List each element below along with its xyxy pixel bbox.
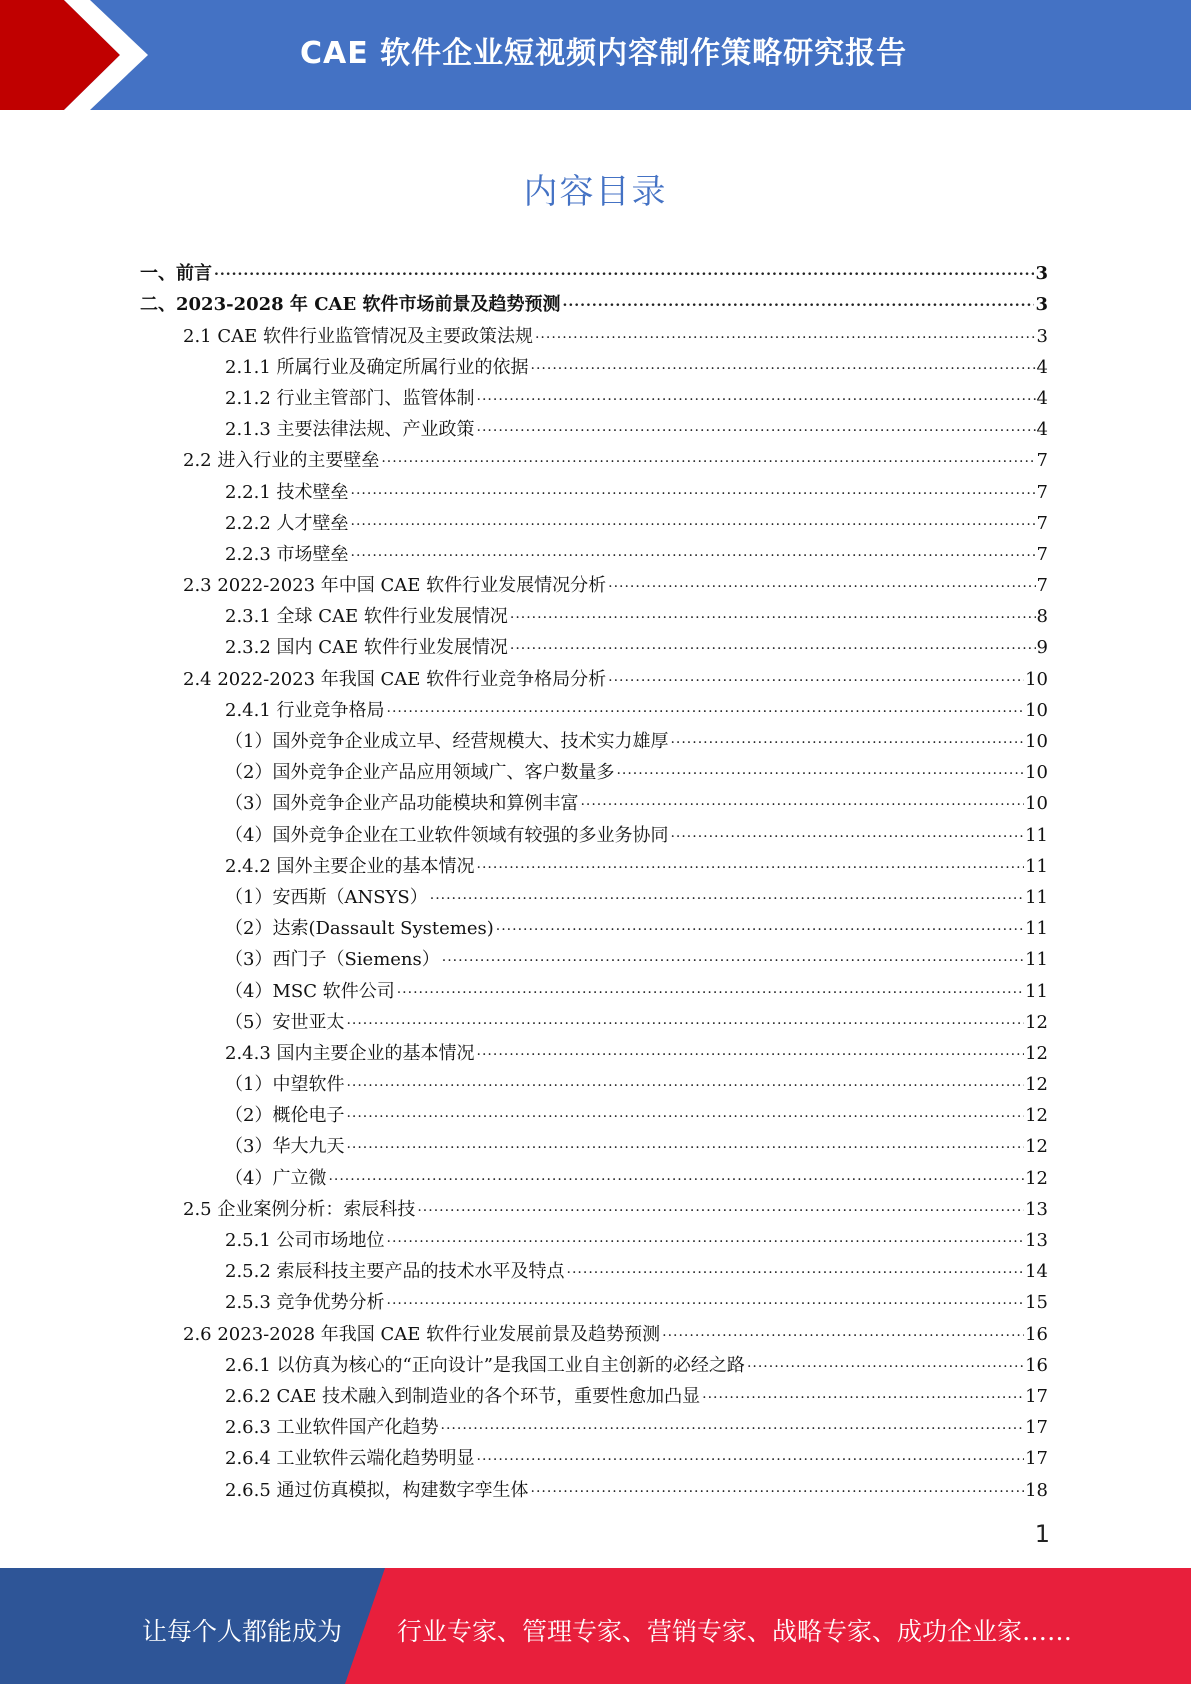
toc-entry-label: 2.5 企业案例分析：索辰科技 [183,1198,416,1220]
toc-dot-leader [351,541,1036,563]
page-header [0,0,1191,110]
page-footer [0,1568,1191,1684]
toc-entry-label: 2.6.2 CAE 技术融入到制造业的各个环节，重要性愈加凸显 [225,1385,701,1407]
toc-entry-label: 2.6.3 工业软件国产化趋势 [225,1417,439,1439]
toc-title: 内容目录 [523,172,668,212]
toc-entry-page: 4 [1036,419,1048,441]
toc-dot-leader [535,323,1036,345]
toc-entry-label: 2.1.3 主要法律法规、产业政策 [225,419,475,441]
toc-entry[interactable] [140,1127,1048,1158]
toc-entry[interactable] [140,472,1048,503]
toc-entry[interactable] [140,504,1048,535]
toc-entry-label: （5）安世亚太 [225,1011,345,1033]
toc-entry-page: 9 [1036,637,1048,659]
page-number: 1 [1034,1520,1050,1548]
toc-dot-leader [387,1289,1025,1311]
toc-dot-leader [670,822,1024,844]
toc-entry-label: （4）广立微 [225,1167,327,1189]
toc-entry[interactable] [140,316,1048,347]
toc-entry-label: 2.3 2022-2023 年中国 CAE 软件行业发展情况分析 [183,575,607,597]
toc-entry-page: 3 [1035,263,1048,285]
toc-entry-label: 2.5.1 公司市场地位 [225,1230,385,1251]
toc-dot-leader [670,728,1024,750]
toc-entry[interactable] [140,1065,1048,1096]
toc-dot-leader [747,1352,1024,1374]
toc-entry[interactable] [140,1003,1048,1034]
toc-entry-page: 10 [1025,731,1048,752]
toc-entry[interactable] [140,784,1048,815]
toc-entry-label: 2.1.2 行业主管部门、监管体制 [225,387,475,409]
toc-entry-label: （2）国外竞争企业产品应用领域广、客户数量多 [225,762,615,784]
toc-entry-label: 一、前言 [140,263,212,285]
toc-entry-page: 3 [1036,325,1048,347]
footer-slogan-left: 让每个人都能成为 [142,1617,343,1646]
toc-dot-leader [477,1445,1025,1467]
toc-dot-leader [346,1102,1024,1124]
toc-entry-page: 16 [1025,1323,1048,1345]
toc-entry-label: （3）西门子（Siemens） [225,949,440,971]
toc-entry-label: 2.4.3 国内主要企业的基本情况 [225,1042,475,1064]
toc-entry-page: 14 [1025,1261,1048,1283]
toc-entry-page: 16 [1025,1354,1048,1376]
toc-entry[interactable] [140,1096,1048,1127]
toc-dot-leader [531,1477,1025,1499]
toc-entry-page: 12 [1025,1136,1048,1158]
toc-entry[interactable] [140,1283,1048,1314]
toc-dot-leader [381,447,1035,469]
toc-entry[interactable] [140,1439,1048,1470]
toc-entry-page: 10 [1025,699,1048,721]
toc-entry-page: 7 [1036,512,1048,534]
toc-dot-leader [346,1133,1024,1155]
toc-entry-label: （3）华大九天 [225,1136,345,1158]
toc-dot-leader [328,1165,1024,1187]
toc-entry-label: 2.1.1 所属行业及确定所属行业的依据 [225,356,529,378]
toc-entry-page: 7 [1036,543,1048,565]
toc-entry-label: 2.6 2023-2028 年我国 CAE 软件行业发展前景及趋势预测 [183,1323,661,1345]
toc-entry-page: 7 [1036,575,1048,597]
toc-entry[interactable] [140,1470,1048,1501]
toc-entry[interactable] [140,1252,1048,1283]
toc-entry-page: 17 [1025,1448,1048,1470]
report-title: CAE 软件企业短视频内容制作策略研究报告 [300,36,908,71]
toc-dot-leader [510,634,1036,656]
toc-dot-leader [351,479,1036,501]
toc-entry-label: （2）概伦电子 [225,1105,345,1127]
toc-entry-label: 2.2.1 技术壁垒 [225,481,349,503]
toc-entry-page: 13 [1025,1230,1048,1251]
toc-entry[interactable] [140,878,1048,909]
toc-entry-label: 2.6.4 工业软件云端化趋势明显 [225,1448,475,1470]
toc-entry-page: 10 [1025,793,1048,815]
toc-entry[interactable] [140,410,1048,441]
toc-entry-label: 2.3.2 国内 CAE 软件行业发展情况 [225,637,508,659]
toc-entry-page: 4 [1036,356,1048,378]
toc-entry-label: （3）国外竞争企业产品功能模块和算例丰富 [225,793,579,815]
toc-entry-label: 2.5.2 索辰科技主要产品的技术水平及特点 [225,1261,565,1283]
toc-dot-leader [477,385,1036,407]
toc-entry-page: 18 [1025,1479,1048,1501]
toc-entry-label: 2.4 2022-2023 年我国 CAE 软件行业竞争格局分析 [183,668,607,690]
toc-dot-leader [397,978,1024,1000]
toc-dot-leader [580,790,1024,812]
toc-entry-page: 7 [1036,450,1048,472]
toc-entry-page: 12 [1025,1011,1048,1033]
toc-dot-leader [608,572,1035,594]
toc-dot-leader [510,603,1036,625]
toc-dot-leader [567,1258,1025,1280]
toc-entry[interactable] [140,1408,1048,1439]
toc-dot-leader [477,416,1036,438]
toc-dot-leader [477,1040,1025,1062]
toc-entry[interactable] [140,1190,1048,1221]
toc-entry-page: 17 [1025,1385,1048,1407]
toc-entry-page: 12 [1025,1167,1048,1189]
toc-entry[interactable] [140,1158,1048,1189]
toc-dot-leader [608,666,1024,688]
toc-dot-leader [346,1071,1024,1093]
toc-entry-label: 2.5.3 竞争优势分析 [225,1292,385,1314]
toc-entry[interactable] [140,971,1048,1002]
footer-slogan-right: 行业专家、管理专家、营销专家、战略专家、成功企业家…… [397,1617,1073,1646]
toc-entry-page: 11 [1025,824,1048,846]
toc-entry[interactable] [140,1314,1048,1345]
toc-entry-label: （4）国外竞争企业在工业软件领域有较强的多业务协同 [225,824,669,846]
toc-entry[interactable] [140,847,1048,878]
toc-entry[interactable] [140,722,1048,753]
toc-entry[interactable] [140,1377,1048,1408]
toc-entry-page: 8 [1036,606,1048,628]
toc-entry-label: 2.2.2 人才壁垒 [225,512,349,534]
toc-dot-leader [702,1383,1024,1405]
toc-entry-label: 2.4.1 行业竞争格局 [225,699,385,721]
toc-entry-page: 17 [1025,1417,1048,1439]
toc-entry-page: 11 [1025,918,1048,940]
toc-entry-label: 2.1 CAE 软件行业监管情况及主要政策法规 [183,325,533,347]
toc-entry-label: 2.4.2 国外主要企业的基本情况 [225,855,475,877]
toc-entry-label: 2.2 进入行业的主要壁垒 [183,450,380,472]
toc-entry-page: 10 [1025,762,1048,784]
toc-entry-page: 13 [1025,1198,1048,1220]
toc-entry-label: （1）安西斯（ANSYS） [225,886,428,908]
toc-entry-label: （1）中望软件 [225,1074,345,1096]
toc-entry-label: （4）MSC 软件公司 [225,980,395,1002]
toc-entry[interactable] [140,815,1048,846]
toc-dot-leader [346,1009,1024,1031]
toc-dot-leader [442,946,1024,968]
toc-entry[interactable] [140,691,1048,722]
toc-entry[interactable] [140,597,1048,628]
toc-entry[interactable] [140,441,1048,472]
toc-entry-page: 11 [1025,886,1048,908]
toc-entry[interactable] [140,909,1048,940]
toc-dot-leader [616,759,1024,781]
toc-entry[interactable] [140,753,1048,784]
toc-entry-page: 12 [1025,1074,1048,1096]
toc-dot-leader [662,1321,1024,1343]
toc-entry[interactable] [140,285,1048,316]
toc-dot-leader [496,915,1024,937]
toc-entry[interactable] [140,254,1048,285]
toc-entry[interactable] [140,1034,1048,1065]
toc-dot-leader [562,291,1034,313]
toc-dot-leader [417,1196,1024,1218]
toc-dot-leader [477,853,1025,875]
toc-entry-page: 3 [1035,294,1048,316]
toc-dot-leader [531,354,1036,376]
toc-dot-leader [430,884,1024,906]
toc-entry-page: 11 [1025,949,1048,971]
toc-entry-label: 2.6.1 以仿真为核心的“正向设计”是我国工业自主创新的必经之路 [225,1354,745,1376]
toc-entry[interactable] [140,628,1048,659]
toc-entry-label: 2.6.5 通过仿真模拟，构建数字孪生体 [225,1479,529,1501]
toc-dot-leader [387,1227,1025,1249]
toc-entry-page: 11 [1025,980,1048,1002]
toc-entry[interactable] [140,379,1048,410]
toc-entry-label: （1）国外竞争企业成立早、经营规模大、技术实力雄厚 [225,731,669,752]
toc-dot-leader [351,510,1036,532]
toc-entry[interactable] [140,1346,1048,1377]
table-of-contents [140,254,1048,1502]
toc-entry-label: （2）达索(Dassault Systemes) [225,918,494,940]
toc-entry[interactable] [140,659,1048,690]
toc-entry-label: 2.2.3 市场壁垒 [225,543,349,565]
toc-entry-page: 12 [1025,1042,1048,1064]
toc-entry-label: 2.3.1 全球 CAE 软件行业发展情况 [225,606,508,628]
toc-entry-page: 11 [1025,855,1048,877]
toc-entry-page: 15 [1025,1292,1048,1314]
toc-dot-leader [214,260,1034,282]
toc-entry-page: 12 [1025,1105,1048,1127]
toc-dot-leader [441,1414,1025,1436]
toc-entry[interactable] [140,1221,1048,1252]
toc-entry[interactable] [140,348,1048,379]
toc-entry[interactable] [140,535,1048,566]
toc-entry[interactable] [140,566,1048,597]
toc-entry[interactable] [140,940,1048,971]
toc-entry-page: 7 [1036,481,1048,503]
toc-dot-leader [387,697,1025,719]
toc-entry-label: 二、2023-2028 年 CAE 软件市场前景及趋势预测 [140,294,561,316]
toc-entry-page: 10 [1025,668,1048,690]
toc-entry-page: 4 [1036,387,1048,409]
